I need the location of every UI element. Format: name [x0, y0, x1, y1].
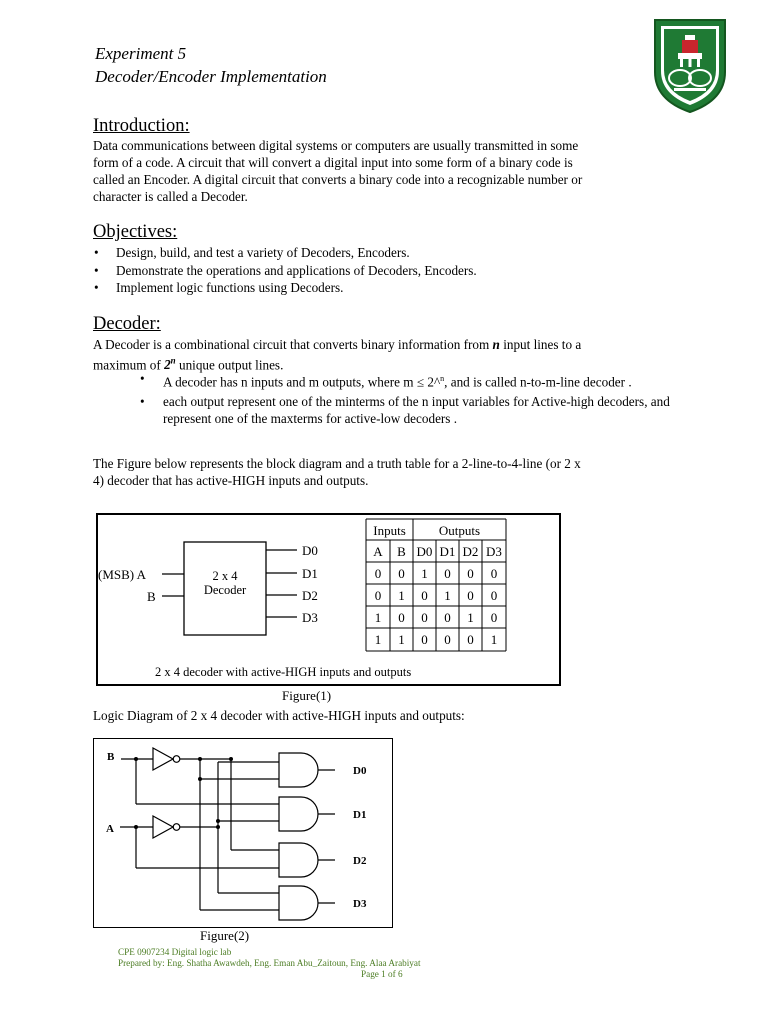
- figure1-inner-caption: 2 x 4 decoder with active-HIGH inputs and outputs: [155, 665, 412, 679]
- figure2-intro-line: Logic Diagram of 2 x 4 decoder with active-HIGH inputs and outputs:: [93, 708, 465, 723]
- table-cell: 0: [490, 566, 498, 581]
- b-input-label: B: [147, 589, 156, 604]
- table-cell: 0: [421, 588, 428, 603]
- input-b-label: B: [107, 751, 115, 763]
- decoder-intro-text: maximum of: [93, 357, 165, 373]
- table-cell: 0: [444, 632, 451, 647]
- table-cell: 0: [467, 588, 474, 603]
- footer-page: Page 1 of 6: [361, 969, 403, 979]
- figure1-frame: [96, 513, 561, 686]
- table-cell: 1: [467, 610, 474, 625]
- objective-item: • Implement logic functions using Decoders.: [93, 279, 477, 297]
- objectives-list: [93, 244, 477, 297]
- table-cell: 1: [374, 632, 382, 647]
- table-cell: 0: [444, 610, 451, 625]
- gate-output-d0: D0: [353, 765, 367, 777]
- table-header-cell: A: [373, 544, 383, 559]
- intro-line: called an Encoder. A digital circuit that converts a binary code into a recognizable number or: [93, 172, 583, 187]
- output-d1-label: D1: [302, 566, 318, 581]
- table-header-cell: B: [397, 544, 406, 559]
- block-label-decoder: Decoder: [203, 583, 247, 597]
- table-cell: 0: [398, 566, 405, 581]
- decoder-bullet-text: , and is called n-to-m-line decoder .: [444, 374, 632, 390]
- intro-line: Data communications between digital systems or computers are usually transmitted in some: [93, 138, 579, 153]
- table-cell: 0: [444, 566, 451, 581]
- decoder-bullet-sup: n: [440, 374, 445, 383]
- figure-intro-line: The Figure below represents the block diagram and a truth table for a 2-line-to-4-line (or 2 x: [93, 456, 581, 471]
- objective-item: • Design, build, and test a variety of Decoders, Encoders.: [93, 244, 477, 262]
- decoder-bullet-text: A decoder has n inputs and m outputs, where m ≤ 2^: [163, 374, 441, 390]
- msb-a-label: (MSB) A: [98, 567, 147, 582]
- block-label-size: 2 x 4: [212, 569, 238, 583]
- output-d3-label: D3: [302, 610, 318, 625]
- footer-course: CPE 0907234 Digital logic lab: [118, 947, 232, 957]
- decoder-intro-text: unique output lines.: [175, 357, 284, 373]
- intro-line: character is called a Decoder.: [93, 189, 248, 204]
- block-diagram: [98, 515, 559, 684]
- table-header-cell: D2: [462, 544, 479, 559]
- intro-line: form of a code. A circuit that will convert a digital input into some form of a binary code is: [93, 155, 573, 170]
- table-cell: 0: [467, 566, 474, 581]
- introduction-heading: Introduction:: [93, 116, 190, 136]
- gate-output-d3: D3: [353, 898, 367, 910]
- table-cell: 1: [398, 632, 405, 647]
- decoder-n: n: [492, 337, 500, 352]
- university-logo-icon: [652, 14, 728, 114]
- table-cell: 0: [421, 632, 428, 647]
- table-cell: 1: [374, 610, 382, 625]
- decoder-bullets: [140, 370, 680, 427]
- introduction-paragraph: [93, 137, 678, 205]
- table-header-cell: D0: [416, 544, 433, 559]
- table-cell: 0: [374, 588, 382, 603]
- output-d2-label: D2: [302, 588, 318, 603]
- gate-output-d1: D1: [353, 809, 367, 821]
- gate-output-d2: D2: [353, 855, 367, 867]
- table-cell: 0: [421, 610, 428, 625]
- figure-intro-line: 4) decoder that has active-HIGH inputs and outputs.: [93, 473, 369, 488]
- figure2-caption: Figure(2): [200, 928, 250, 943]
- output-d0-label: D0: [302, 543, 318, 558]
- table-cell: 0: [398, 610, 405, 625]
- decoder-intro-text: input lines to a: [499, 337, 582, 352]
- table-group-outputs: Outputs: [438, 523, 481, 538]
- table-cell: 0: [467, 632, 474, 647]
- decoder-intro: [93, 336, 678, 373]
- input-a-label: A: [106, 823, 114, 835]
- table-cell: 0: [490, 610, 498, 625]
- experiment-title: Experiment 5: [95, 44, 187, 63]
- decoder-exponent: n: [170, 356, 176, 366]
- truth-table: [366, 519, 506, 651]
- decoder-intro-text: A Decoder is a combinational circuit that converts binary information from: [93, 337, 493, 352]
- figure2-intro: [93, 707, 678, 724]
- table-cell: 1: [421, 566, 428, 581]
- table-cell: 1: [444, 588, 451, 603]
- decoder-bullet: [140, 370, 680, 390]
- decoder-bullet: • each output represent one of the minterms of the n input variables for Active-high decoders, and represent one of the maxterms for active-low decoders .: [140, 393, 680, 427]
- table-header-cell: D3: [486, 544, 502, 559]
- table-cell: 0: [374, 566, 382, 581]
- table-cell: 1: [398, 588, 405, 603]
- table-cell: 1: [490, 632, 498, 647]
- logic-diagram: [93, 738, 393, 928]
- decoder-two: 2: [164, 357, 171, 373]
- table-group-inputs: Inputs: [373, 523, 406, 538]
- experiment-subject: Decoder/Encoder Implementation: [95, 67, 327, 86]
- footer-prepared: Prepared by: Eng. Shatha Awawdeh, Eng. Eman Abu_Zaitoun, Eng. Alaa Arabiyat: [118, 958, 421, 968]
- figure1-caption: Figure(1): [282, 688, 332, 703]
- decoder-heading: Decoder:: [93, 314, 161, 334]
- figure-intro: [93, 455, 678, 489]
- table-header-cell: D1: [439, 544, 456, 559]
- objectives-heading: Objectives:: [93, 222, 178, 242]
- table-cell: 0: [490, 588, 498, 603]
- objective-item: • Demonstrate the operations and applications of Decoders, Encoders.: [93, 262, 477, 280]
